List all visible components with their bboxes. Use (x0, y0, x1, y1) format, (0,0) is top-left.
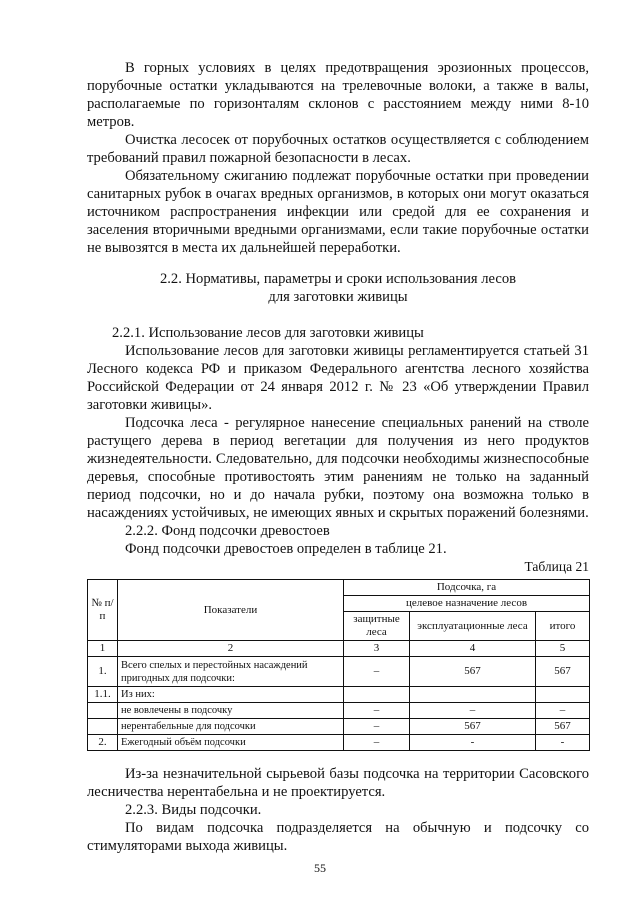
page-number: 55 (314, 861, 326, 875)
intro-block (87, 59, 589, 257)
row-label: Всего спелых и перестойных насаждений пригодных для подсочки: (118, 657, 344, 687)
header-purpose: целевое назначение лесов (344, 596, 590, 612)
section-title-line2: для заготовки живицы (268, 289, 408, 305)
header-protective: защитные леса (344, 612, 410, 641)
paragraph-burning: Обязательному сжиганию подлежат порубочные остатки при проведении санитарных рубок в очагах вредных организмов, в которых они могут оказаться источником распространения инфекции или средой для ее сохранения и заселения вторичными вредными организмами, если такие порубочные остатки не вывозятся в места их дальнейшей переработки. (87, 168, 589, 256)
row-exploitation: 567 (410, 657, 536, 687)
row-total: 567 (536, 657, 590, 687)
section-block (87, 270, 589, 576)
row-protective: – (344, 657, 410, 687)
row-protective (344, 687, 410, 703)
table-row (88, 703, 590, 719)
table-caption: Таблица 21 (524, 559, 589, 574)
table-row (88, 687, 590, 703)
row-exploitation (410, 687, 536, 703)
row-num (88, 719, 118, 735)
row-protective: – (344, 719, 410, 735)
colnum-3: 3 (344, 641, 410, 657)
row-label: Ежегодный объём подсочки (118, 735, 344, 751)
row-total: 567 (536, 719, 590, 735)
row-num: 1.1. (88, 687, 118, 703)
subsection-heading-2-2-2: 2.2.2. Фонд подсочки древостоев (125, 523, 330, 539)
section-title-line1: 2.2. Нормативы, параметры и сроки использования лесов (159, 271, 517, 287)
paragraph-definition: Подсочка леса - регулярное нанесение специальных ранений на стволе растущего дерева в период вегетации для получения из него продуктов жизнедеятельности. Следовательно, для подсочки необходимы жизнеспособные деревья, способные противостоять этим ранениям не только на заданный период подсочки, но и до начала рубки, поэтому она возможна только в насаждениях устойчивых, не имеющих явных и скрытых поражений болезнями. (87, 415, 589, 521)
colnum-5: 5 (536, 641, 590, 657)
row-label: нерентабельные для подсочки (118, 719, 344, 735)
after-table-block (87, 765, 589, 855)
paragraph-slopes: В горных условиях в целях предотвращения эрозионных процессов, порубочные остатки укладываются на трелевочные волоки, а также в валы, располагаемые по горизонталям склонов с расстоянием между ними 8-10 метров. (87, 60, 589, 130)
row-total: – (536, 703, 590, 719)
row-total: - (536, 735, 590, 751)
paragraph-table-ref: Фонд подсочки древостоев определен в таблице 21. (125, 541, 447, 557)
table-row (88, 735, 590, 751)
table-row (88, 657, 590, 687)
colnum-1: 1 (88, 641, 118, 657)
row-exploitation: – (410, 703, 536, 719)
tapping-fund-table (87, 579, 590, 751)
paragraph-tapping-types: По видам подсочка подразделяется на обычную и подсочку со стимуляторами выхода живицы. (87, 820, 589, 854)
row-exploitation: - (410, 735, 536, 751)
paragraph-not-profitable: Из-за незначительной сырьевой базы подсочка на территории Сасовского лесничества нерентабельна и не проектируется. (87, 766, 589, 800)
row-label: не вовлечены в подсочку (118, 703, 344, 719)
subsection-heading-2-2-3: 2.2.3. Виды подсочки. (125, 802, 262, 818)
paragraph-regulation: Использование лесов для заготовки живицы регламентируется статьей 31 Лесного кодекса РФ и приказом Федерального агентства лесного хозяйства Российской Федерации от 24 января 2012 г. № 23 «Об утверждении Правил заготовки живицы». (87, 343, 589, 413)
table-row (88, 719, 590, 735)
row-protective: – (344, 735, 410, 751)
header-podsochka: Подсочка, га (344, 580, 590, 596)
row-label: Из них: (118, 687, 344, 703)
subsection-heading-2-2-1: 2.2.1. Использование лесов для заготовки живицы (112, 325, 424, 341)
colnum-2: 2 (118, 641, 344, 657)
header-indicators: Показатели (118, 580, 344, 641)
row-protective: – (344, 703, 410, 719)
paragraph-cleanup: Очистка лесосек от порубочных остатков осуществляется с соблюдением требований правил пожарной безопасности в лесах. (87, 132, 589, 166)
row-num: 1. (88, 657, 118, 687)
row-num (88, 703, 118, 719)
row-num: 2. (88, 735, 118, 751)
row-total (536, 687, 590, 703)
header-exploitation: эксплуатационные леса (410, 612, 536, 641)
header-num: № п/п (88, 580, 118, 641)
row-exploitation: 567 (410, 719, 536, 735)
header-total: итого (536, 612, 590, 641)
colnum-4: 4 (410, 641, 536, 657)
